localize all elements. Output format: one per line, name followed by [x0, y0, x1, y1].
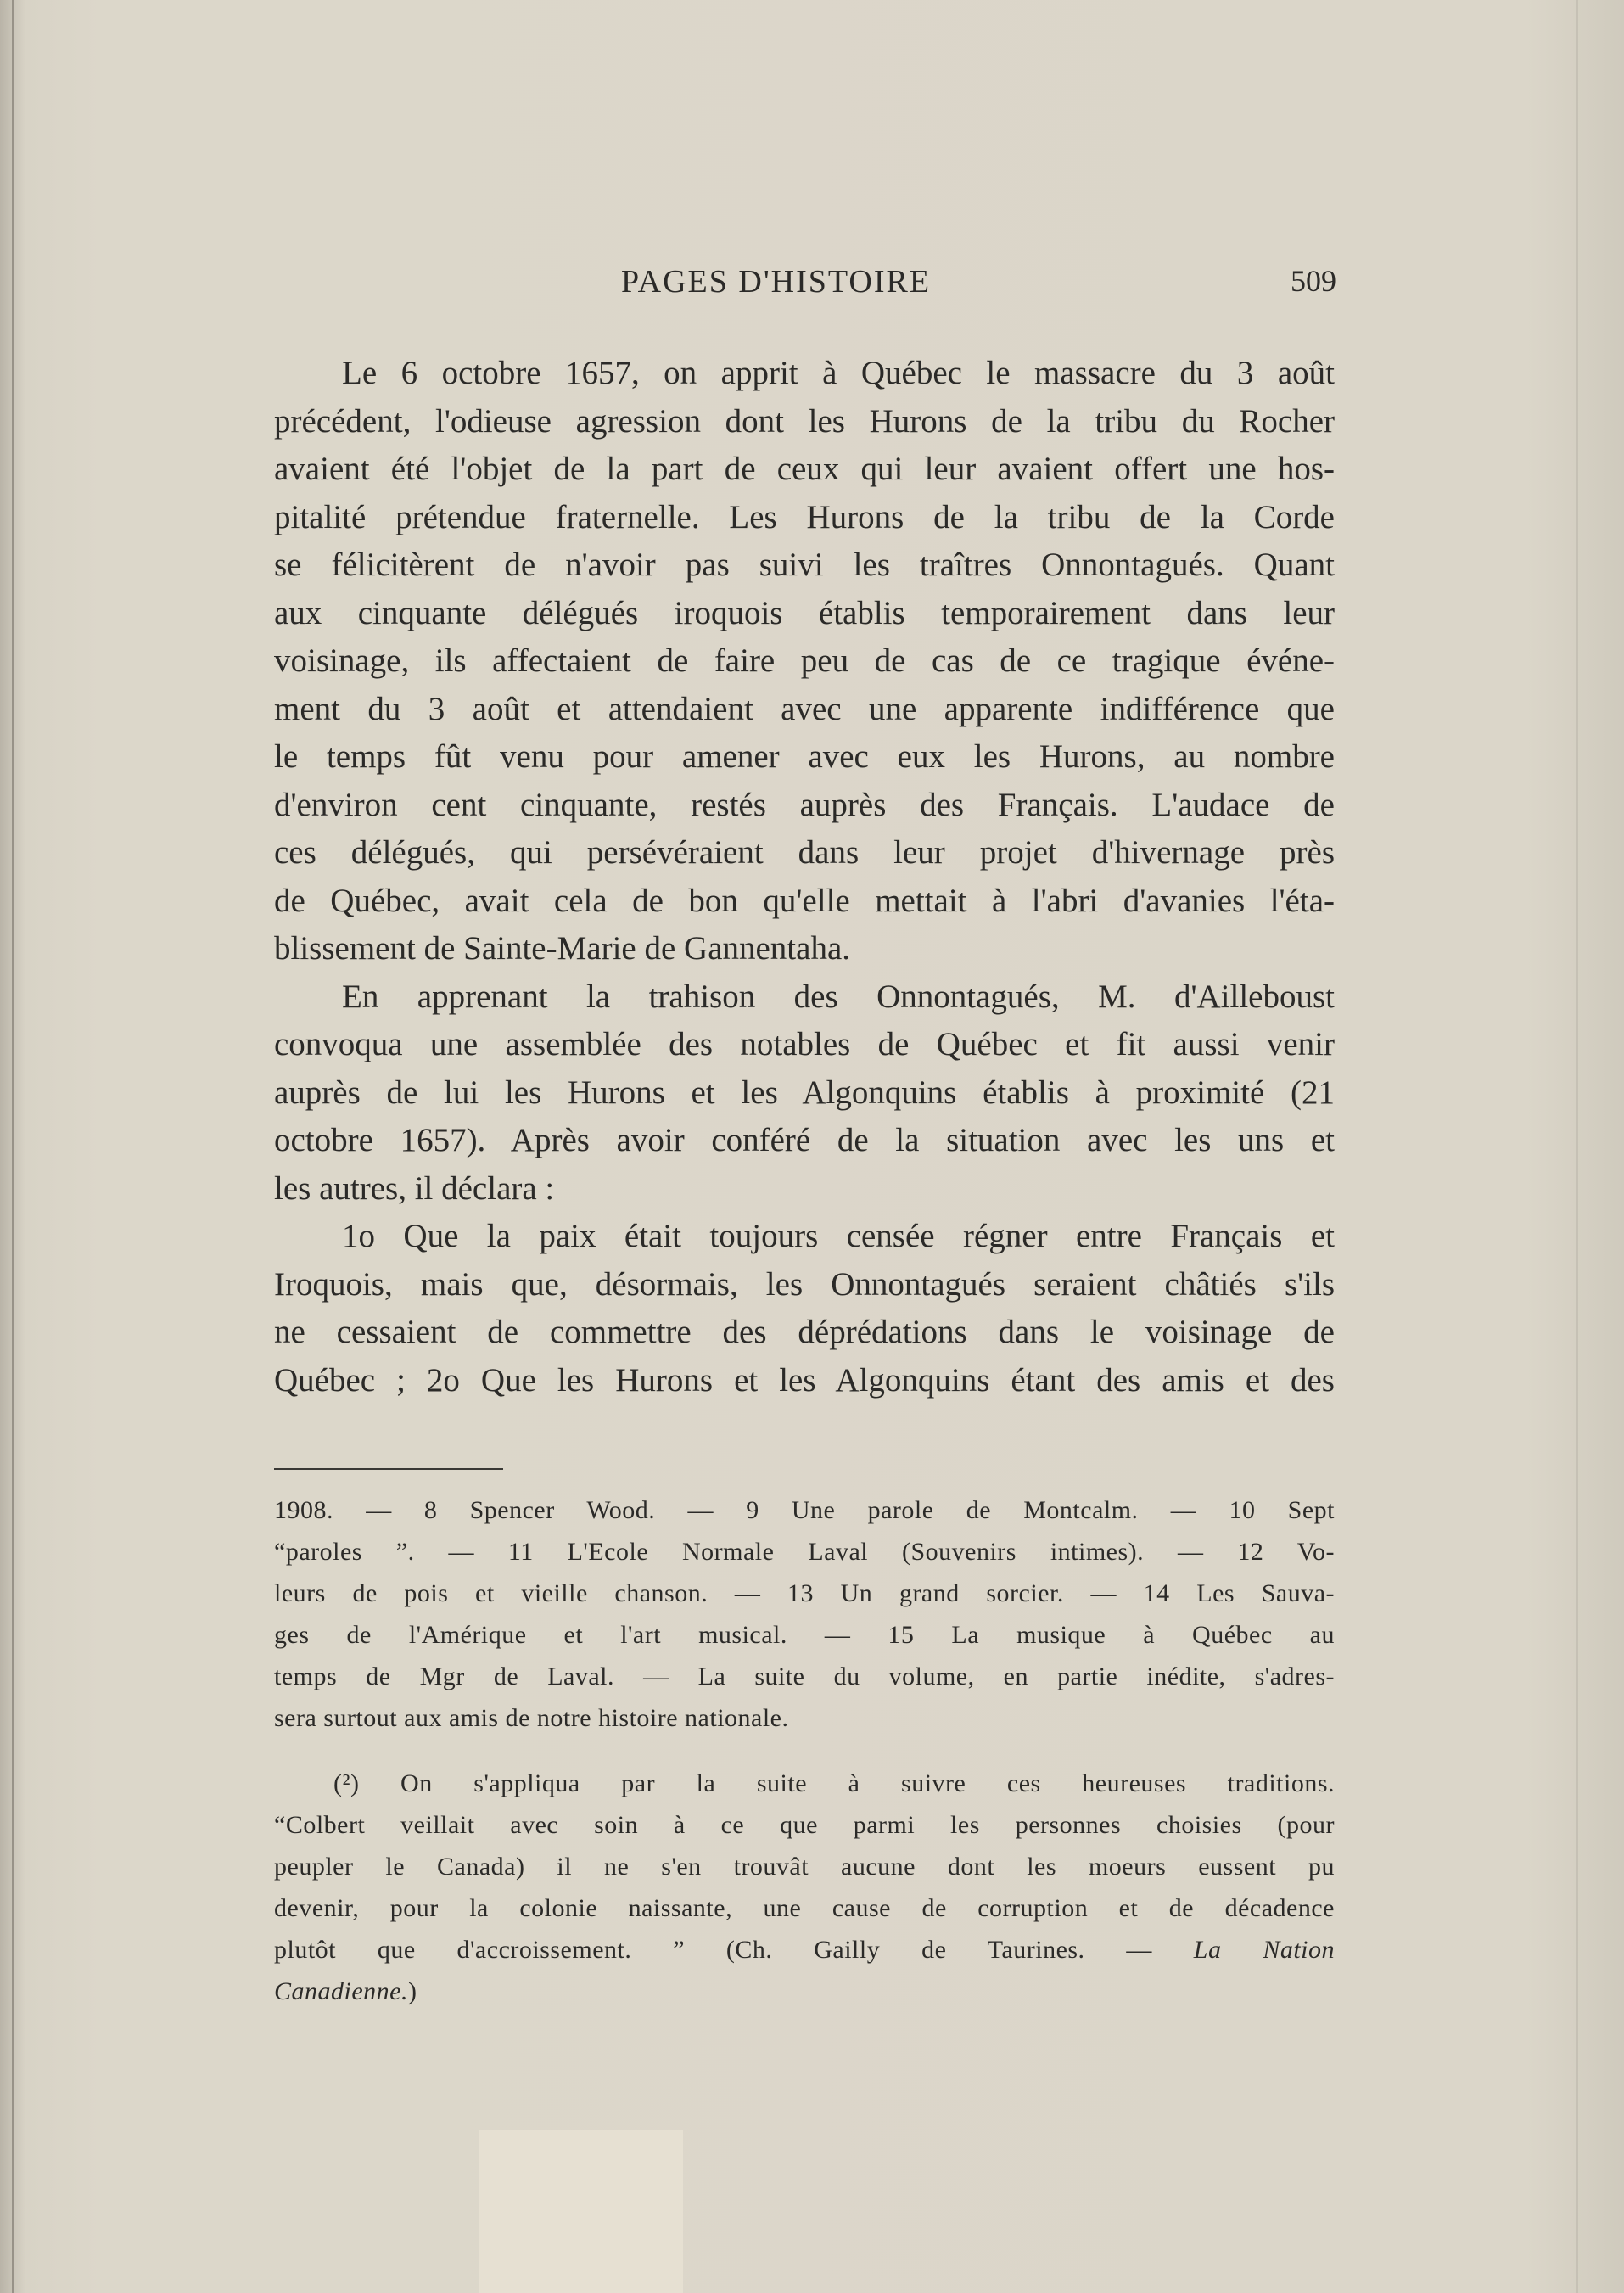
text-line: se félicitèrent de n'avoir pas suivi les traîtres Onnontagués. Quant: [274, 547, 1335, 583]
text-line: aux cinquante délégués iroquois établis temporairement dans leur: [274, 594, 1335, 631]
footnote-line: leurs de pois et vieille chanson. — 13 Un grand sorcier. — 14 Les Sauva-: [274, 1579, 1335, 1607]
text-line: auprès de lui les Hurons et les Algonquins établis à proximité (21: [274, 1074, 1335, 1111]
footnote-line: 1908. — 8 Spencer Wood. — 9 Une parole de Montcalm. — 10 Sept: [274, 1496, 1335, 1524]
footnote-line: “Colbert veillait avec soin à ce que parmi les personnes choisies (pour: [274, 1811, 1335, 1839]
footnote-text: plutôt que d'accroissement. ” (Ch. Gailly de Taurines. —: [274, 1936, 1152, 1964]
text-line: blissement de Sainte-Marie de Gannentaha.: [274, 930, 851, 967]
text-line: Iroquois, mais que, désormais, les Onnontagués seraient châtiés s'ils: [274, 1265, 1335, 1303]
footnote-line: ges de l'Amérique et l'art musical. — 15 La musique à Québec au: [274, 1621, 1335, 1649]
footnotes: [274, 1489, 1335, 2012]
text-line: convoqua une assemblée des notables de Québec et fit aussi venir: [274, 1026, 1335, 1062]
footnote-line: [274, 1971, 1335, 2012]
text-line: 1o Que la paix était toujours censée régner entre Français et: [342, 1218, 1335, 1254]
text-line: le temps fût venu pour amener avec eux les Hurons, au nombre: [274, 738, 1335, 775]
text-line: ne cessaient de commettre des déprédations dans le voisinage de: [274, 1314, 1335, 1350]
text-line: En apprenant la trahison des Onnontagués, M. d'Ailleboust: [342, 978, 1335, 1015]
footnote-line: devenir, pour la colonie naissante, une cause de corruption et de décadence: [274, 1894, 1335, 1922]
footnote-italic: La Nation: [1193, 1936, 1335, 1964]
footnote-rule: [274, 1468, 503, 1470]
footnote-line: temps de Mgr de Laval. — La suite du volume, en partie inédite, s'adres-: [274, 1662, 1335, 1690]
text-line: avaient été l'objet de la part de ceux qui leur avaient offert une hos-: [274, 451, 1335, 487]
paper-tab: [479, 2130, 683, 2293]
page-header: [272, 263, 1336, 314]
text-line: voisinage, ils affectaient de faire peu de cas de ce tragique événe-: [274, 642, 1335, 679]
page-fold-edge: [1576, 0, 1578, 2293]
text-line: d'environ cent cinquante, restés auprès des Français. L'audace de: [274, 786, 1335, 823]
footnote-gap: [274, 1739, 1335, 1763]
footnote-line: (²) On s'appliqua par la suite à suivre ces heureuses traditions.: [333, 1769, 1335, 1797]
text-line: précédent, l'odieuse agression dont les Hurons de la tribu du Rocher: [274, 402, 1335, 440]
footnote-line: peupler le Canada) il ne s'en trouvât aucune dont les moeurs eussent pu: [274, 1853, 1335, 1881]
text-line: ment du 3 août et attendaient avec une apparente indifférence que: [274, 690, 1335, 727]
running-title: PAGES D'HISTOIRE: [621, 264, 932, 300]
footnote-italic: Canadienne.: [274, 1977, 408, 2005]
binding-edge: [12, 0, 14, 2293]
page-number: 509: [1291, 264, 1336, 298]
footnote-line: [274, 1929, 1335, 1971]
text-line: les autres, il déclara :: [274, 1169, 555, 1207]
text-line: Québec ; 2o Que les Hurons et les Algonquins étant des amis et des: [274, 1361, 1335, 1399]
footnote-line: “paroles ”. — 11 L'Ecole Normale Laval (Souvenirs intimes). — 12 Vo-: [274, 1538, 1335, 1566]
text-line: de Québec, avait cela de bon qu'elle mettait à l'abri d'avanies l'éta-: [274, 882, 1335, 919]
footnote-text: ): [407, 1977, 417, 2005]
main-text: [274, 350, 1335, 1404]
text-line: pitalité prétendue fraternelle. Les Hurons de la tribu de la Corde: [274, 498, 1335, 535]
text-line: octobre 1657). Après avoir conféré de la situation avec les uns et: [274, 1122, 1335, 1158]
text-line: ces délégués, qui persévéraient dans leur projet d'hivernage près: [274, 834, 1335, 871]
footnote-line: sera surtout aux amis de notre histoire nationale.: [274, 1704, 789, 1732]
text-line: Le 6 octobre 1657, on apprit à Québec le massacre du 3 août: [342, 355, 1335, 391]
